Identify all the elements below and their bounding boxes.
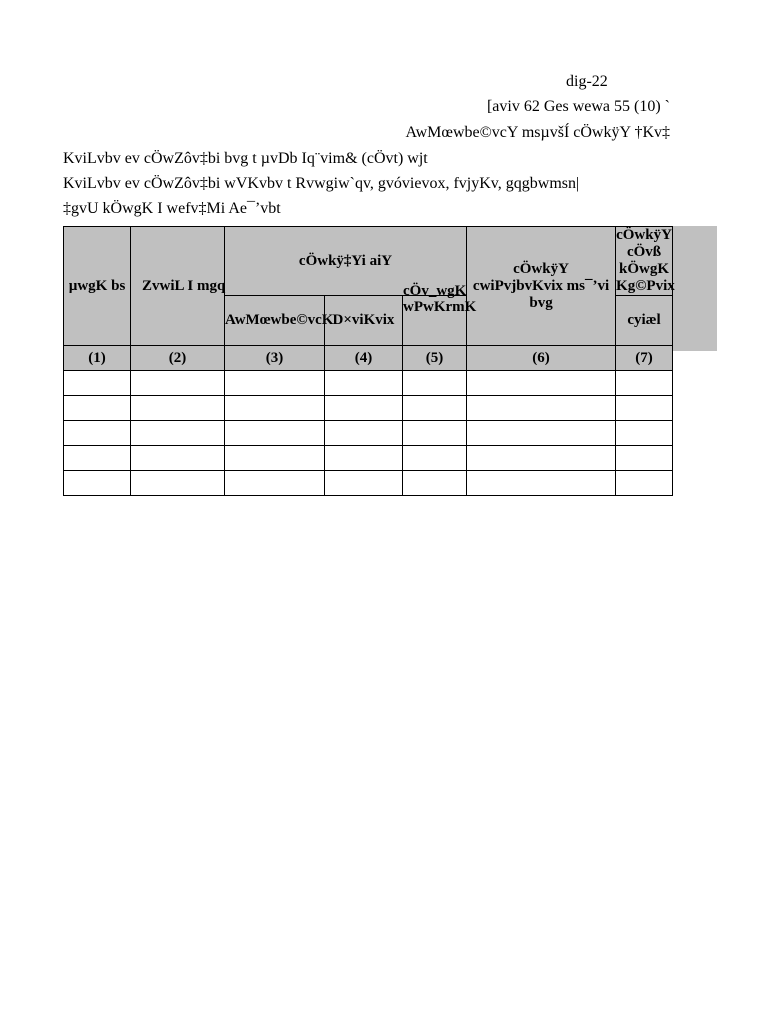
form-number: dig-22 (566, 73, 608, 90)
table-row (64, 421, 673, 446)
header-first-aid (403, 283, 477, 346)
table-row (64, 371, 673, 396)
table-row (64, 396, 673, 421)
col-number-4: (4) (325, 346, 403, 371)
table-row (64, 446, 673, 471)
worker-total-line: ‡gvU kÖwgK I wefv‡Mi Ae¯’vbt (63, 200, 281, 217)
header-firefighter: AwMœwbe©vcK (225, 296, 325, 346)
col-number-6: (6) (467, 346, 616, 371)
column-number-row (64, 346, 673, 371)
header-rescuer: D×viKvix (325, 296, 403, 346)
training-table-wrapper (63, 226, 675, 478)
clipped-column-band (671, 226, 717, 351)
training-table (63, 226, 673, 496)
header-date-time: ZvwiL I mgq (131, 227, 225, 346)
header-trained-workers: cÖwkÿY cÖvß kÖwgK Kg©Pvix (616, 227, 675, 294)
factory-name-line: KviLvbv ev cÖwZôv‡bi bvg t µvDb Iq¨vim& (cÖvt) wjt (63, 150, 428, 167)
header-serial: µwgK bs (64, 227, 131, 346)
col-number-3: (3) (225, 346, 325, 371)
header-training-type: cÖwkÿ‡Yi aiY (225, 227, 467, 296)
header-conductor: cÖwkÿY cwiPvjbvKvix ms¯’vi bvg (467, 227, 616, 346)
col-number-1: (1) (64, 346, 131, 371)
factory-address-line: KviLvbv ev cÖwZôv‡bi wVKvbv t Rvwgiw`qv, gvóvievox, fvjyKv, gqgbwmsn| (63, 175, 580, 192)
header-first-aid-label: cÖv_wgK wPwKrmK (403, 283, 477, 315)
schedule-title: AwMœwbe©vcY msµvšÍ cÖwkÿY †Kv‡ (405, 124, 670, 141)
col-number-7: (7) (616, 346, 673, 371)
header-male: cyiæl (616, 296, 673, 346)
col-number-2: (2) (131, 346, 225, 371)
rule-reference: [aviv 62 Ges wewa 55 (10) ` (486, 98, 670, 115)
col-number-5: (5) (403, 346, 467, 371)
header-row-1 (64, 227, 673, 296)
table-row (64, 471, 673, 496)
